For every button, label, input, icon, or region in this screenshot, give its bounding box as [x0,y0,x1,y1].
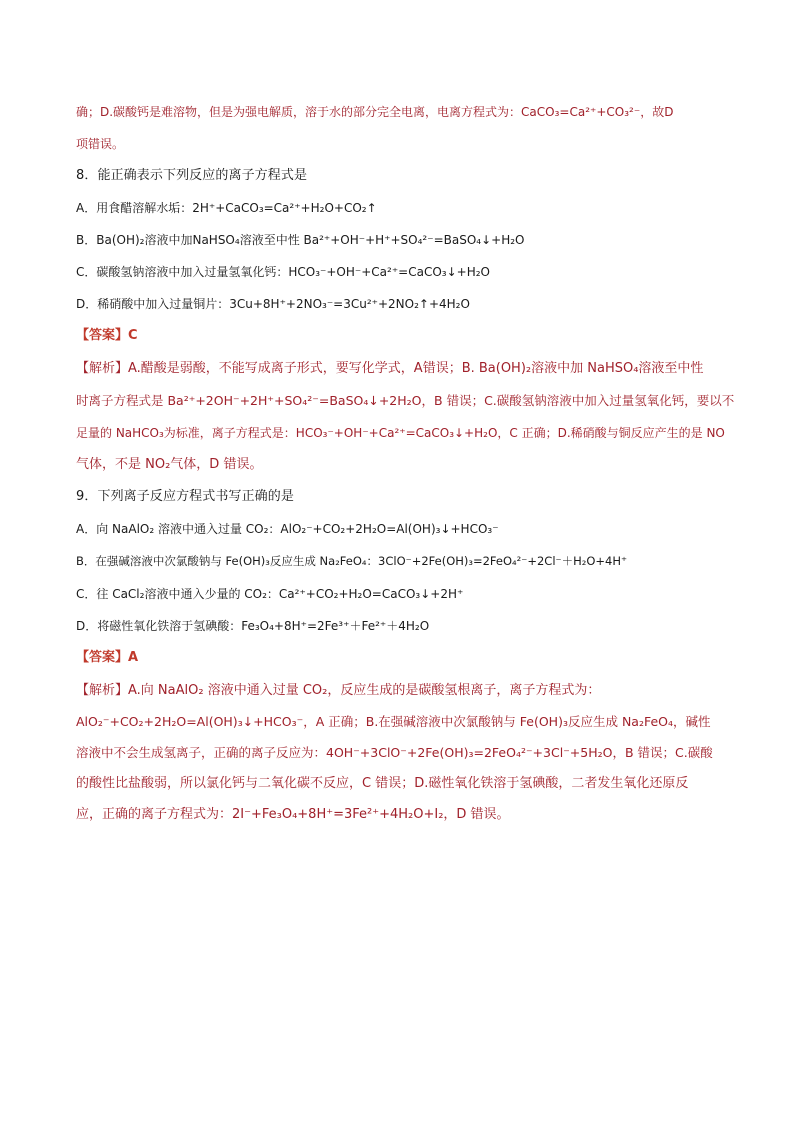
q9-analysis-4: 的酸性比盐酸弱，所以氯化钙与二氧化碳不反应，C 错误；D.磁性氧化铁溶于氢碘酸，二者发生氧化还原反 [76,776,689,791]
q8-analysis-3: 足量的 NaHCO₃为标准，离子方程式是：HCO₃⁻+OH⁻+Ca²⁺=CaCO₃↓+H₂O，C 正确；D.稀硝酸与铜反应产生的是 NO [76,426,725,440]
q8-option-d: D．稀硝酸中加入过量铜片：3Cu+8H⁺+2NO₃⁻=3Cu²⁺+2NO₂↑+4H₂O [76,297,470,311]
q9-option-c: C．往 CaCl₂溶液中通入少量的 CO₂：Ca²⁺+CO₂+H₂O=CaCO₃↓+2H⁺ [76,587,464,601]
q8-stem: 8．能正确表示下列反应的离子方程式是 [76,168,308,183]
intro-line-1: 确；D.碳酸钙是难溶物，但是为强电解质，溶于水的部分完全电离，电离方程式为：CaCO₃=Ca²⁺+CO₃²⁻，故D [76,105,674,119]
q9-option-b: B．在强碱溶液中次氯酸钠与 Fe(OH)₃反应生成 Na₂FeO₄：3ClO⁻+2Fe(OH)₃=2FeO₄²⁻+2Cl⁻＋H₂O+4H⁺ [76,554,628,568]
q8-option-c: C．碳酸氢钠溶液中加入过量氢氧化钙：HCO₃⁻+OH⁻+Ca²⁺=CaCO₃↓+H₂O [76,265,490,279]
q9-option-d: D．将磁性氧化铁溶于氢碘酸：Fe₃O₄+8H⁺=2Fe³⁺＋Fe²⁺＋4H₂O [76,619,430,633]
q8-analysis-4: 气体，不是 NO₂气体，D 错误。 [76,457,263,472]
q8-analysis-1: 【解析】A.醋酸是弱酸，不能写成离子形式，要写化学式，A错误；B. Ba(OH)₂溶液中加 NaHSO₄溶液至中性 [76,361,704,376]
q9-analysis-1: 【解析】A.向 NaAlO₂ 溶液中通入过量 CO₂，反应生成的是碳酸氢根离子，离子方程式为： [76,683,601,698]
q8-answer: 【答案】C [76,328,138,343]
q9-stem: 9．下列离子反应方程式书写正确的是 [76,489,294,504]
intro-line-2: 项错误。 [76,137,125,151]
q8-analysis-2: 时离子方程式是 Ba²⁺+2OH⁻+2H⁺+SO₄²⁻=BaSO₄↓+2H₂O，B 错误；C.碳酸氢钠溶液中加入过量氢氧化钙，要以不 [76,393,735,408]
q8-option-b: B．Ba(OH)₂溶液中加NaHSO₄溶液至中性 Ba²⁺+OH⁻+H⁺+SO₄²⁻=BaSO₄↓+H₂O [76,233,525,247]
q9-analysis-3: 溶液中不会生成氢离子，正确的离子反应为：4OH⁻+3ClO⁻+2Fe(OH)₃=2FeO₄²⁻+3Cl⁻+5H₂O，B 错误；C.碳酸 [76,745,713,760]
q9-option-a: A．向 NaAlO₂ 溶液中通入过量 CO₂：AlO₂⁻+CO₂+2H₂O=Al(OH)₃↓+HCO₃⁻ [76,522,499,536]
q8-option-a: A．用食醋溶解水垢：2H⁺+CaCO₃=Ca²⁺+H₂O+CO₂↑ [76,201,377,215]
q9-analysis-5: 应，正确的离子方程式为：2I⁻+Fe₃O₄+8H⁺=3Fe²⁺+4H₂O+I₂，D 错误。 [76,807,510,822]
q9-analysis-2: AlO₂⁻+CO₂+2H₂O=Al(OH)₃↓+HCO₃⁻，A 正确；B.在强碱溶液中次氯酸钠与 Fe(OH)₃反应生成 Na₂FeO₄，碱性 [76,714,711,729]
q9-answer: 【答案】A [76,650,139,665]
